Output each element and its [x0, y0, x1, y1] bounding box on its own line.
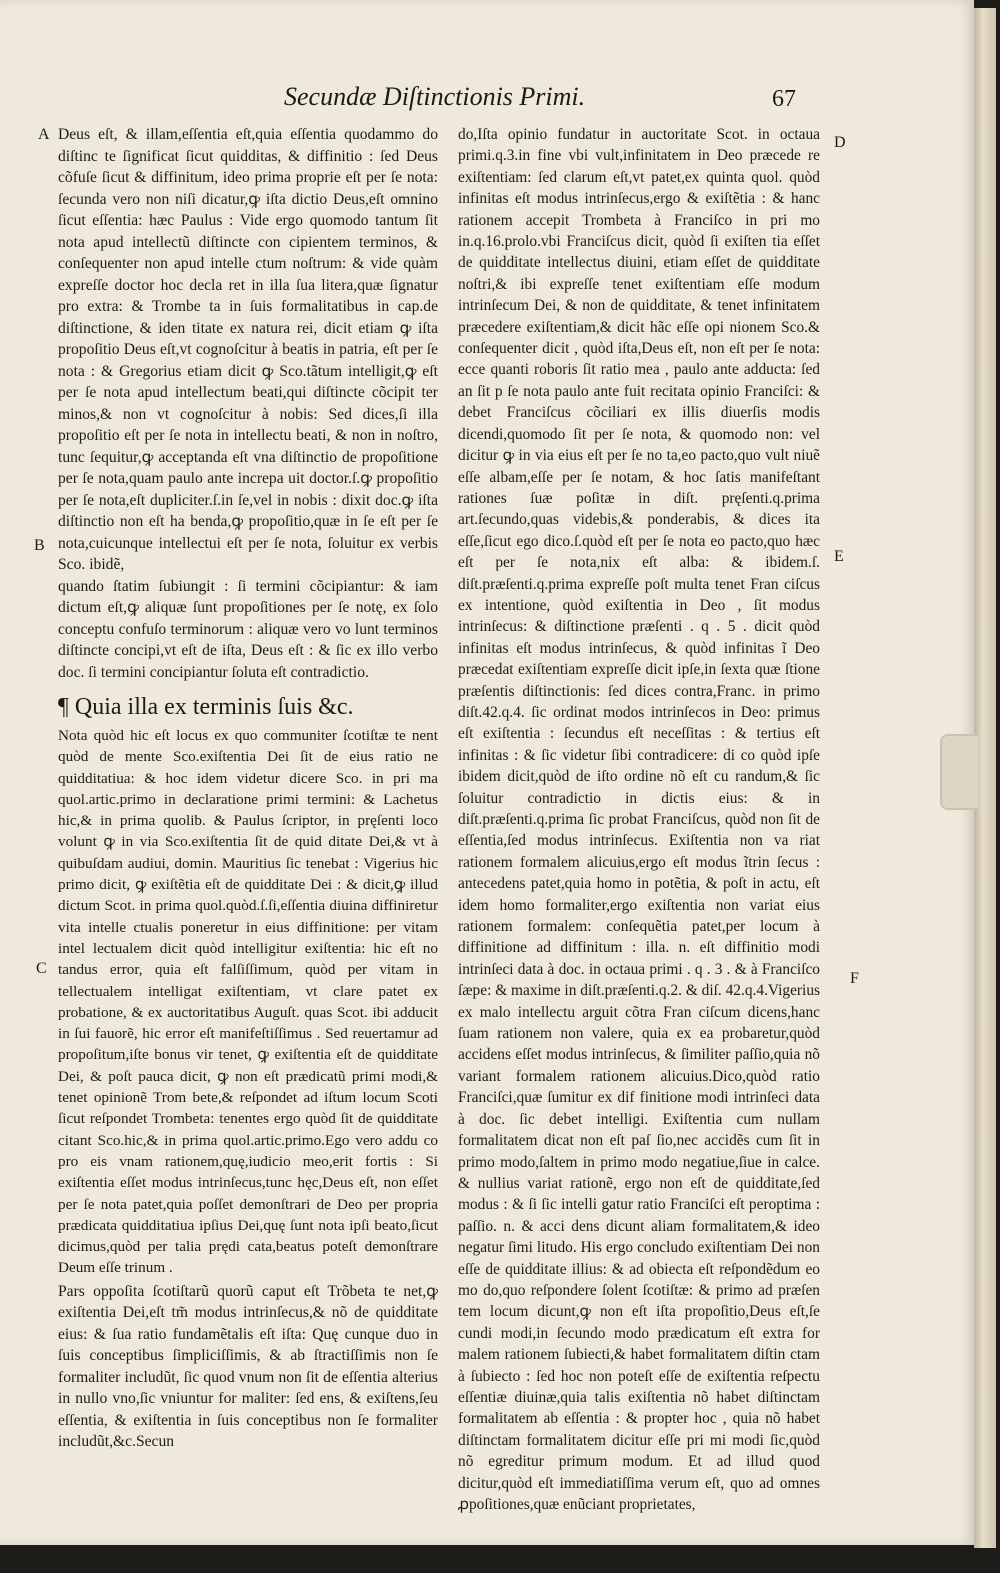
left-paragraph-4: Pars oppoſita ſcotiſtarũ quorũ caput eſt Trõbeta te net,ꝙ exiſtentia Dei,eſt tm̃ modus intrinſecus,& nõ de quidditate eius: & ſua ratio fundamẽtalis eſt iſta: Quę cunque duo in ſuis conceptibus ſimpliciſſimis, & ab ſtractiſſimis non ſe formaliter includũt, ſic quod vnum non ſit de eſſentia alterius in nullo vno,ſic vniuntur for maliter: ſed ens, & exiſtens,ſeu eſſentia, & exiſtentia in ſuis conceptibus non ſe formaliter includũt,&c.Secun	[58, 1282, 438, 1451]
right-column	[458, 124, 820, 1515]
left-paragraph-2: quando ſtatim ſubiungit : ſi termini cõcipiantur: & iam dictum eſt,ꝙ aliquæ ſunt propoſitiones per ſe notę, ex ſolo conceptu confuſo terminorum : aliquæ vero vo lunt terminos diſtincte concipi,vt eſt de iſta, Deus eſt : & ſic ex illo verbo doc. ſi termini concipiantur ſoluta eſt contradictio.	[58, 577, 438, 681]
left-paragraph-3: Nota quòd hic eſt locus ex quo communiter ſcotiſtæ te nent quòd de mente Sco.exiſtentia Dei ſit de eius ratio ne quidditatiua: & hoc idem videtur dicere Sco. in pri ma quol.artic.primo in declaratione primi termini: & Lachetus hic,& in prima quolib. & Paulus ſcriptor, in pręſenti loco volunt ꝙ in via Sco.exiſtentia ſit de quid ditate Dei,& vt à quibuſdam audiui, domin. Mauritius ſic tenebat : Vigerius hic primo dicit, ꝙ exiſtẽtia eſt de quidditate Dei : & dicit,ꝙ illud dictum Scot. in prima quol.quòd.ſ.ſi,eſſentia diuina diffiniretur vita intelle ctualis poneretur in eius diffinitione: per vitam intel lectualem dicit quòd intelligitur exiſtentia: hic eſt no tandus error, quia eſt falſiſſimum, quòd per vitam in tellectualem intelligat exiſtentiam, vt clare patet ex probatione, & ex auctoritatibus Auguſt. quas Scot. ibi adducit in ſui fauorẽ, hic error eſt manifeſtiſſimus . Sed reuertamur ad propoſitum,iſte bonus vir tenet, ꝙ exiſtentia eſt de quidditate Dei, & poſt pauca dicit, ꝙ non eſt prædicatũ primi modi,& tenet opinionẽ Trom bete,& reſpondet ad iſtum locum Scoti ſicut reſpondet Trombeta: tenentes ergo quòd ſit de quidditate citant Sco.hic,& in prima quol.artic.primo.Ego vero addu co pro eis vnam rationem,quę,iudicio meo,erit fortis : Si exiſtentia eſſet modus intrinſecus,tunc hęc,Deus eſt, non eſſet per ſe nota patet,quia poſſet demonſtrari de Deo per propria prædicata quidditatiua ipſius Dei,quę ſunt nota ipſi beato,ſicut dicimus,quòd per talia prędi cata,beatus poteſt demonſtrare Deum eſſe trinum .	[58, 727, 438, 1277]
page-number: 67	[772, 86, 796, 112]
margin-letter-c: C	[36, 960, 47, 977]
running-title: Secundæ Diſtinctionis Primi.	[284, 82, 586, 111]
right-paragraph-1: do,Iſta opinio fundatur in auctoritate Scot. in octaua primi.q.3.in fine vbi vult,infinitatem in Deo præcede re exiſtentiam: ſed clarum eſt,vt patet,ex quinta quol. quòd infinitas eſt modus intrinſecus,ergo & exiſtẽtia : & hanc rationem accepit Trombeta à Franciſco in pri mo in.q.16.prolo.vbi Franciſcus dicit, quòd ſi exiſten tia eſſet de quidditate intellectus diuini, etiam eſſet de quidditate noſtri,& ibi expreſſe tenet exiſtentiam eſſe modum intrinſecum Dei, & non de quidditate, & tenet infinitatem præcedere exiſtentiam,& dicit hãc eſſe opi nionem Sco.& conſequenter dicit , quòd iſta,Deus eſt, non eſt per ſe nota: ecce quanti roboris ſit ratio mea , paulo ante adducta: ſed an ſit p ſe nota paulo ante fuit recitata opinio Franciſci: & debet Franciſcus cõciliari ex illis diuerſis modis dicendi,quomodo ſit per ſe nota, & quomodo non: vel dicitur ꝙ in via eius eſt per ſe no ta,eo pacto,quo vult niuẽ eſſe albam,eſſe per ſe notam, & hoc ſatis manifeſtant rationes ſuæ poſitæ in diſt. pręſenti.q.prima art.ſecundo,quas videbis,& ponderabis, & dices ita eſſe,ſicut ego dico.ſ.quòd eſt per ſe nota eo pacto,quo hæc eſt per ſe nota,nix eſt alba: & ibidem.ſ. diſt.præſenti.q.prima expreſſe poſt multa tenet Fran ciſcus ex intentione, quòd exiſtentia in Deo , ſit modus intrinſecus: & diſtinctione præſenti . q . 5 . dicit quòd infinitas eſt modus intrinſecus, & quòd infinitas ĩ Deo præcedat exiſtentiam expreſſe dicit ipſe,in ſexta quæ ſtione præſentis diſtinctionis: ſed dices contra,Franc. in primo diſt.42.q.4. ſic ordinat modos intrinſecos in Deo: primus eſt exiſtentia : ſecundus eſt neceſſitas : & tertius eſt infinitas : & ſic videtur ſibi contradicere: di co quòd ipſe ibidem dicit,quòd de iſto ordine nõ eſt cu randum,& ſic ſoluitur contradictio in dictis eius: & in diſt.præſenti.q.prima ſic probat Franciſcus, quòd non ſit de eſſentia,ſed modus intrinſecus. Exiſtentia non va riat rationem formalem alicuius,ergo eſt modus ĩtrin ſecus : antecedens patet,quia homo in potẽtia, & poſt in actu, eſt idem homo formaliter,ergo exiſtentia non variat eius rationem formalem: conſequẽtia patet,per locum à diffinitione ad diffinitum : illa. n. eſt diffinitio modi intrinſeci data à doc. in octaua primi . q . 3 . & à Franciſco ſæpe: & maxime in diſt.præſenti.q.2. & diſ. 42.q.4.Vigerius ex malo intellectu arguit cõtra Fran ciſcum dicens,hanc ſuam rationem non valere, quia ex ea probaretur,quòd accidens eſſet modus intrinſecus, & ſimiliter paſſio,quia nõ variant formalem rationem alicuius.Dico,quòd ratio Franciſci,quæ ſumitur ex dif finitione modi intrinſeci data à doc. ſic debet intelligi. Exiſtentia cum nullam formalitatem dicat non eſt paſ ſio,nec accidẽs cum ſit in primo modo,ſaltem in primo modo negatiue,ſiue in calce. & nullius variat rationẽ, ergo non eſt de quidditate,ſed modus : & ſi ſic intelli gatur ratio Franciſci eſt peroptima : paſſio. n. & acci dens dicunt aliam formalitatem,& ideo negatur ſimi litudo. His ergo concludo exiſtentiam Dei non eſſe de quidditate illius: & ad obiecta eſt reſpondẽdum eo mo do,quo reſpondere ſolent ſcotiſtæ: & primo ad præſen tem locum dicunt,ꝙ non eſt iſta propoſitio,Deus eſt,ſe cundi modi,in ſecundo modo prædicatum eſt extra for malem rationem ſubiecti,& habet formalitatem diſtin ctam à ſubiecto : ſed hoc non poteſt eſſe de exiſtentia reſpectu eſſentiæ diuinæ,quia talis exiſtentia nõ habet diſtinctam formalitatem ab eſſentia : & propter hoc , quia nõ habet diſtinctam formalitatem dicitur eſſe pri mi modi ſic,quòd nõ egreditur primum modum. Et ad illud quod dicitur,quòd eſt immediatiſſima verum eſt, quo ad omnes ꝓpoſitiones,quæ enũciant proprietates,	[458, 126, 821, 1513]
section-heading: ¶ Quia illa ex terminis ſuis &c.	[58, 694, 354, 720]
margin-letter-d: D	[834, 134, 846, 151]
margin-letter-a: A	[38, 126, 50, 143]
margin-letter-f: F	[850, 970, 859, 987]
margin-letter-e: E	[834, 548, 844, 565]
left-column	[58, 124, 438, 1453]
left-paragraph-1: Deus eſt, & illam,eſſentia eſt,quia eſſentia quodammo do diſtinc te ſignificat ſicut quidditas, & diffinitio : ſed Deus cõfuſe ſicut & diffinitum, ideo prima proprie eſt per ſe nota: ſecunda vero non niſi dicatur,ꝙ iſta dictio Deus,eſt omnino ſicut eſſentia: hæc Paulus : Vide ergo quomodo tantum ſit nota apud intellectũ diſtincte con cipientem terminos, & conſequenter non apud intelle ctum noſtrum: & vide quàm expreſſe doctor hoc decla ret in illa ſua litera,quæ ſignatur pro extra: & Trombe ta in ſuis formalitatibus in cap.de diſtinctione, & iden titate ex natura rei, dicit etiam ꝙ iſta propoſitio Deus eſt,vt cognoſcitur à beatis in patria, eſt per ſe nota : & Gregorius etiam dicit ꝙ Sco.tãtum intelligit,ꝙ eſt per ſe nota apud intellectum beati,qui diſtincte cõcipit ter minos,& non vt cognoſcitur à nobis: Sed dices,ſi illa propoſitio eſt per ſe nota in intellectu beati, & non in noſtro, tunc ſequitur,ꝙ acceptanda eſt vna diſtinctio de propoſitione per ſe nota,quam paulo ante increpa uit doctor.ſ.ꝙ propoſitio per ſe nota,eſt dupliciter.ſ.in ſe,vel in nobis : dixit doc.ꝙ iſta diſtinctio non eſt ha benda,ꝙ propoſitio,quæ in ſe eſt per ſe nota,cuicunque intellectui eſt per ſe nota, ſoluitur ex verbis Sco. ibidẽ,	[58, 126, 438, 573]
bookmark-tab	[940, 734, 978, 810]
margin-letter-b: B	[34, 537, 45, 554]
